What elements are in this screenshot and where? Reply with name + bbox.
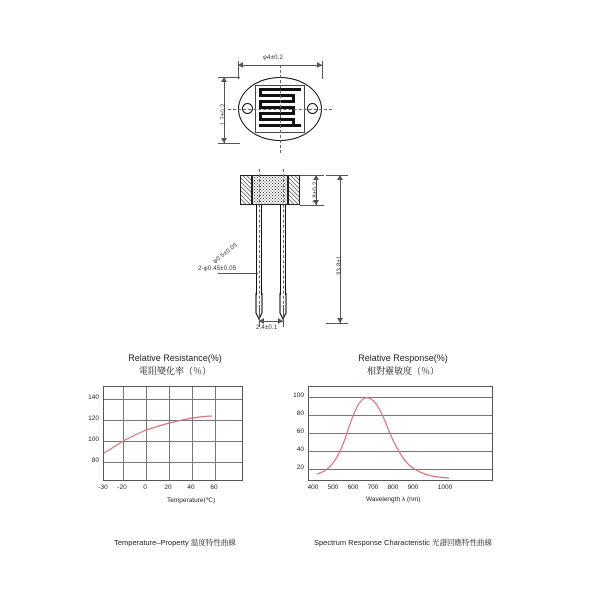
right-xtick-600: 600 [347,484,359,491]
left-ytick-80: 80 [91,457,99,464]
right-chart-title-cjk: 相對靈敏度（％） [366,366,439,376]
right-xtick-700: 700 [367,484,379,491]
right-plot-area [308,386,493,481]
body-hatch-right [288,175,300,205]
right-ytick-60: 60 [296,428,304,435]
left-ytick-140: 140 [88,394,99,401]
top-view [238,77,324,143]
right-xaxis-label: Wavelength λ (nm) [366,496,421,503]
dim-lead-diameter-2: φ0.5±0.05 [212,242,239,265]
left-plot-area [103,386,243,481]
left-xtick-60: 60 [210,484,218,491]
left-curve [104,387,244,482]
left-chart-caption [65,537,285,548]
mechanical-drawing [200,55,400,345]
spectrum-response-chart [278,352,528,547]
dim-diameter-top: φ4±0.2 [263,55,284,61]
left-chart-title-en: Relative Resistance(%) [128,353,222,363]
left-caption-en: Temperature–Property [114,538,189,547]
left-xaxis-label: Temperature(℃) [167,497,216,504]
right-curve [309,387,494,482]
right-chart-title-en: Relative Response(%) [358,353,448,363]
left-xtick-20: 20 [164,484,172,491]
lead-tips [240,293,332,323]
right-xtick-500: 500 [327,484,339,491]
right-xtick-1000: 1000 [437,484,453,491]
left-xtick-0: 0 [143,484,147,491]
right-xtick-400: 400 [307,484,319,491]
dim-lead-pitch: 2.4±0.1 [256,325,278,331]
dim-cap-thickness: 1.8±0.2 [313,181,319,203]
right-ytick-40: 40 [296,446,304,453]
left-xtick-40: 40 [187,484,195,491]
right-ytick-80: 80 [296,410,304,417]
right-chart-caption [263,537,543,548]
left-chart-title-cjk: 電阻變化率（％） [138,366,211,376]
left-ytick-120: 120 [88,415,99,422]
left-ytick-100: 100 [88,436,99,443]
left-xtick--20: -20 [117,484,127,491]
dim-total-length: 33.8±1 [337,255,343,275]
right-ytick-100: 100 [293,392,304,399]
dim-height-top: 1.7±0.2 [221,103,227,125]
left-xtick--30: -30 [98,484,108,491]
left-caption-cjk: 温度特性曲線 [190,538,236,547]
right-ytick-20: 20 [296,464,304,471]
right-xtick-900: 900 [407,484,419,491]
right-caption-en: Spectrum Response Characteristic [314,538,430,547]
center-line-vertical [280,65,281,153]
body-hatch-left [240,175,252,205]
right-xtick-800: 800 [387,484,399,491]
temperature-property-chart [75,352,275,547]
dim-lead-diameter: 2-φ0.45±0.05 [198,266,237,272]
right-caption-cjk: 光譜回應特性曲線 [431,538,492,547]
